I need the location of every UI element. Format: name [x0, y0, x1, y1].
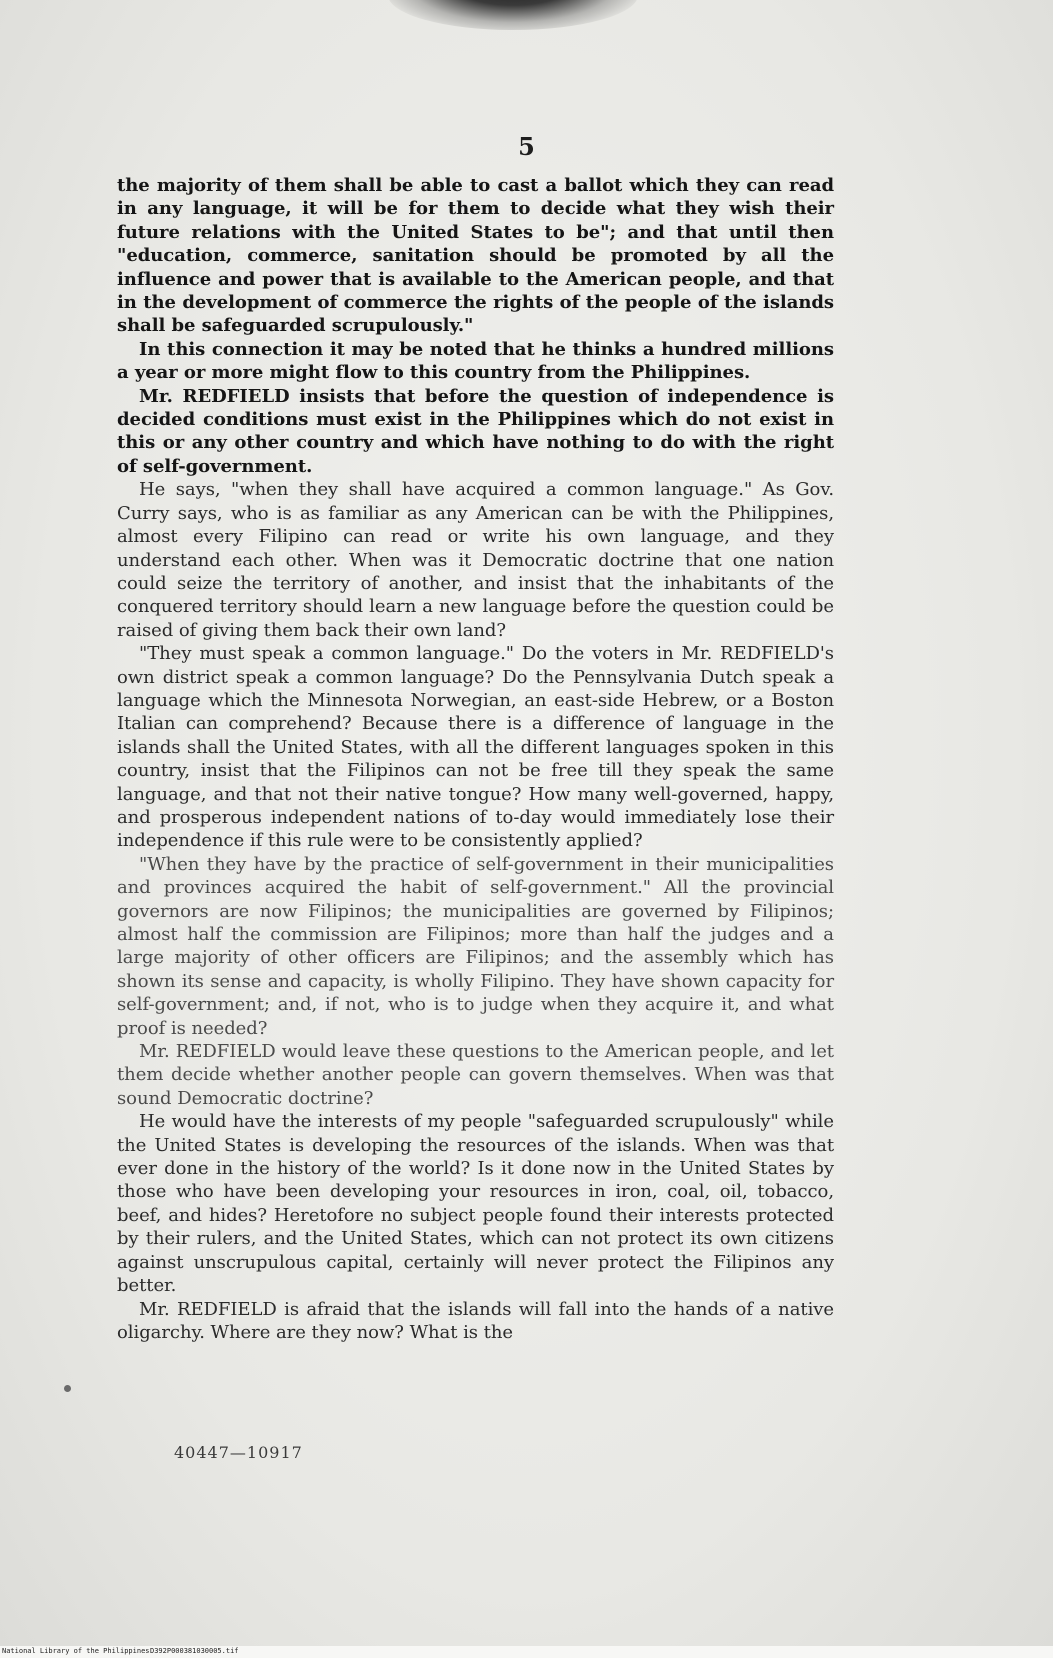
paragraph-9: Mr. REDFIELD is afraid that the islands will fall into the hands of a native oligarchy. Where are they now? What is the: [117, 1298, 834, 1343]
paragraph-6: "When they have by the practice of self-government in their municipalities and provinces acquired the habit of self-government." All the provincial governors are now Filipinos; the municipalities are governed by Filipinos; almost half the commission are Filipinos; more than half the judges and a large majority of other officers are Filipinos; and the assembly which has shown its sense and capacity, is wholly Filipino. They have shown capacity for self-government; and, if not, who is to judge when they acquire it, and what proof is needed?: [117, 853, 834, 1039]
paragraph-4: He says, "when they shall have acquired a common language." As Gov. Curry says, who is as familiar as any American can be with the Philippines, almost every Filipino can read or write his own language, and they understand each other. When was it Democratic doctrine that one nation could seize the territory of another, and insist that the inhabitants of the conquered territory should learn a new language before the question could be raised of giving them back their own land?: [117, 479, 834, 641]
paragraph-8: He would have the interests of my people "safeguarded scrupulously" while the United States is developing the resources of the islands. When was that ever done in the history of the world? Is it done now in the United States by those who have been developing your resources in iron, coal, oil, tobacco, beef, and hides? Heretofore no subject people found their interests protected by their rulers, and the United States, which can not protect its own citizens against unscrupulous capital, certainly will never protect the Filipinos any better.: [117, 1111, 834, 1297]
library-caption: National Library of the Philippines: [2, 1647, 150, 1655]
page-number: 5: [518, 132, 535, 161]
scan-binding-shadow: [388, 0, 638, 30]
margin-dot-mark: [64, 1385, 71, 1392]
paragraph-3: Mr. REDFIELD insists that before the question of independence is decided conditions must exist in the Philippines which do not exist in this or any other country and which have nothing to do with the right of self-government.: [117, 385, 834, 477]
footer-print-code: 40447—10917: [174, 1443, 303, 1462]
file-caption: D392P000381030005.tif: [150, 1647, 239, 1655]
paragraph-5: "They must speak a common language." Do the voters in Mr. REDFIELD's own district speak a common language? Do the Pennsylvania Dutch speak a language which the Minnesota Norwegian, an east-side Hebrew, or a Boston Italian can comprehend? Because there is a difference of language in the islands shall the United States, with all the different languages spoken in this country, insist that the Filipinos can not be free till they speak the same language, and that not their native tongue? How many well-governed, happy, and prosperous independent nations of to-day would immediately lose their independence if this rule were to be consistently applied?: [117, 643, 834, 852]
body-text: [117, 174, 834, 1344]
paragraph-7: Mr. REDFIELD would leave these questions to the American people, and let them decide whether another people can govern themselves. When was that sound Democratic doctrine?: [117, 1041, 834, 1109]
paragraph-1: the majority of them shall be able to cast a ballot which they can read in any language, it will be for them to decide what they wish their future relations with the United States to be"; and that until then "education, commerce, sanitation should be promoted by all the influence and power that is available to the American people, and that in the development of commerce the rights of the people of the islands shall be safeguarded scrupulously.": [117, 175, 834, 337]
paragraph-2: In this connection it may be noted that he thinks a hundred millions a year or more might flow to this country from the Philippines.: [117, 338, 834, 384]
